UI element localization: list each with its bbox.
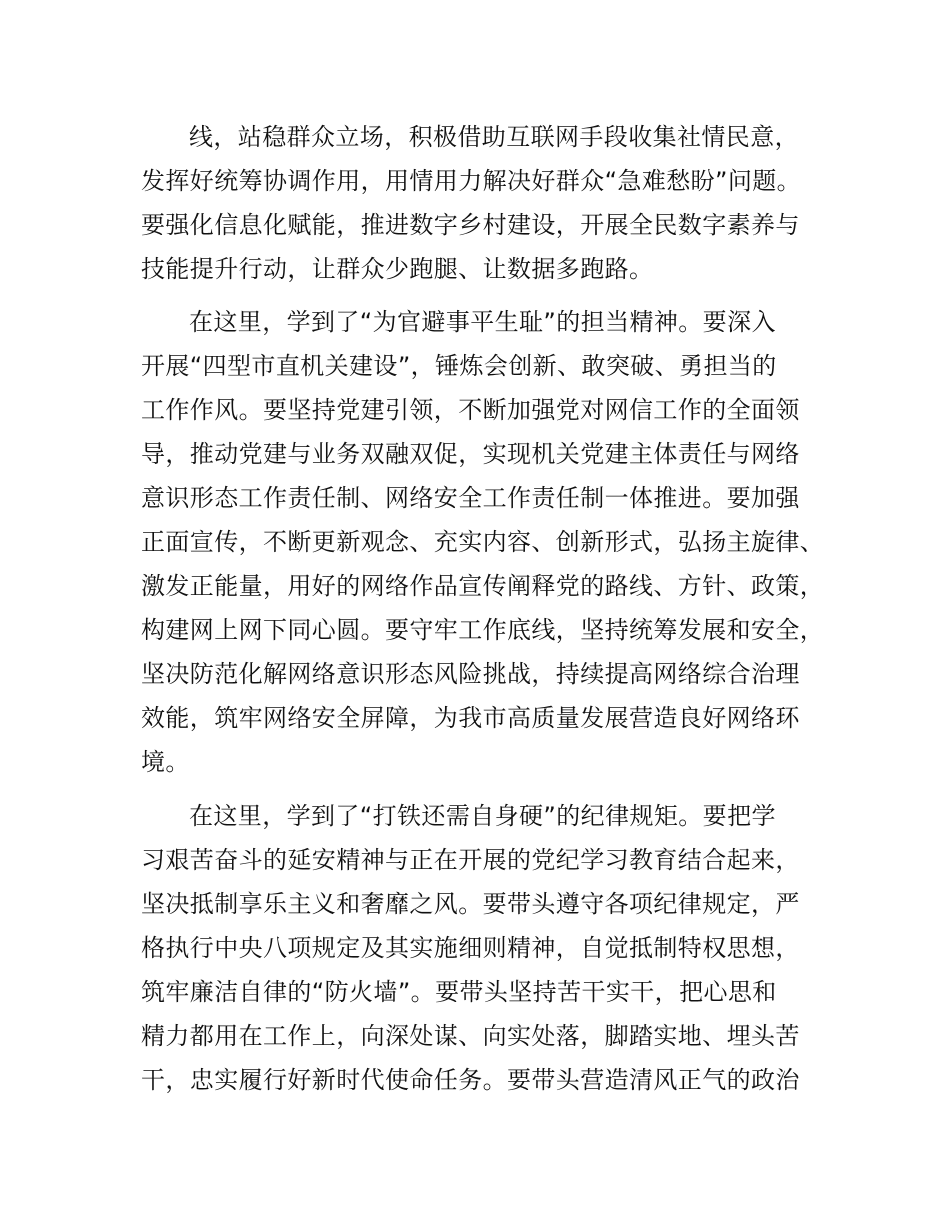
text-line: 正面宣传，不断更新观念、充实内容、创新形式，弘扬主旋律、 <box>141 528 825 556</box>
text-line: 效能，筑牢网络安全屏障，为我市高质量发展营造良好网络环 <box>141 704 800 732</box>
text-line: 开展“四型市直机关建设”，锤炼会创新、敢突破、勇担当的 <box>141 352 777 380</box>
text-line: 在这里，学到了“打铁还需自身硬”的纪律规矩。要把学 <box>189 802 776 830</box>
text-line: 坚决抵制享乐主义和奢靡之风。要带头遵守各项纪律规定，严 <box>141 890 800 918</box>
text-line: 意识形态工作责任制、网络安全工作责任制一体推进。要加强 <box>141 484 800 512</box>
text-line: 技能提升行动，让群众少跑腿、让数据多跑路。 <box>141 255 654 283</box>
text-line: 线，站稳群众立场，积极借助互联网手段收集社情民意， <box>189 123 799 151</box>
text-line: 精力都用在工作上，向深处谋、向实处落，脚踏实地、埋头苦 <box>141 1022 800 1050</box>
text-line: 境。 <box>141 748 190 776</box>
text-line: 在这里，学到了“为官避事平生耻”的担当精神。要深入 <box>189 308 776 336</box>
text-line: 导，推动党建与业务双融双促，实现机关党建主体责任与网络 <box>141 440 800 468</box>
text-line: 发挥好统筹协调作用，用情用力解决好群众“急难愁盼”问题。 <box>141 167 802 195</box>
text-line: 干，忠实履行好新时代使命任务。要带头营造清风正气的政治 <box>141 1066 800 1094</box>
text-line: 构建网上网下同心圆。要守牢工作底线，坚持统筹发展和安全， <box>141 616 825 644</box>
text-line: 习艰苦奋斗的延安精神与正在开展的党纪学习教育结合起来， <box>141 846 800 874</box>
text-line: 激发正能量，用好的网络作品宣传阐释党的路线、方针、政策， <box>141 572 825 600</box>
text-line: 要强化信息化赋能，推进数字乡村建设，开展全民数字素养与 <box>141 211 800 239</box>
text-line: 格执行中央八项规定及其实施细则精神，自觉抵制特权思想， <box>141 934 800 962</box>
text-line: 坚决防范化解网络意识形态风险挑战，持续提高网络综合治理 <box>141 660 800 688</box>
text-line: 筑牢廉洁自律的“防火墙”。要带头坚持苦干实干，把心思和 <box>141 978 777 1006</box>
text-line: 工作作风。要坚持党建引领，不断加强党对网信工作的全面领 <box>141 396 800 424</box>
